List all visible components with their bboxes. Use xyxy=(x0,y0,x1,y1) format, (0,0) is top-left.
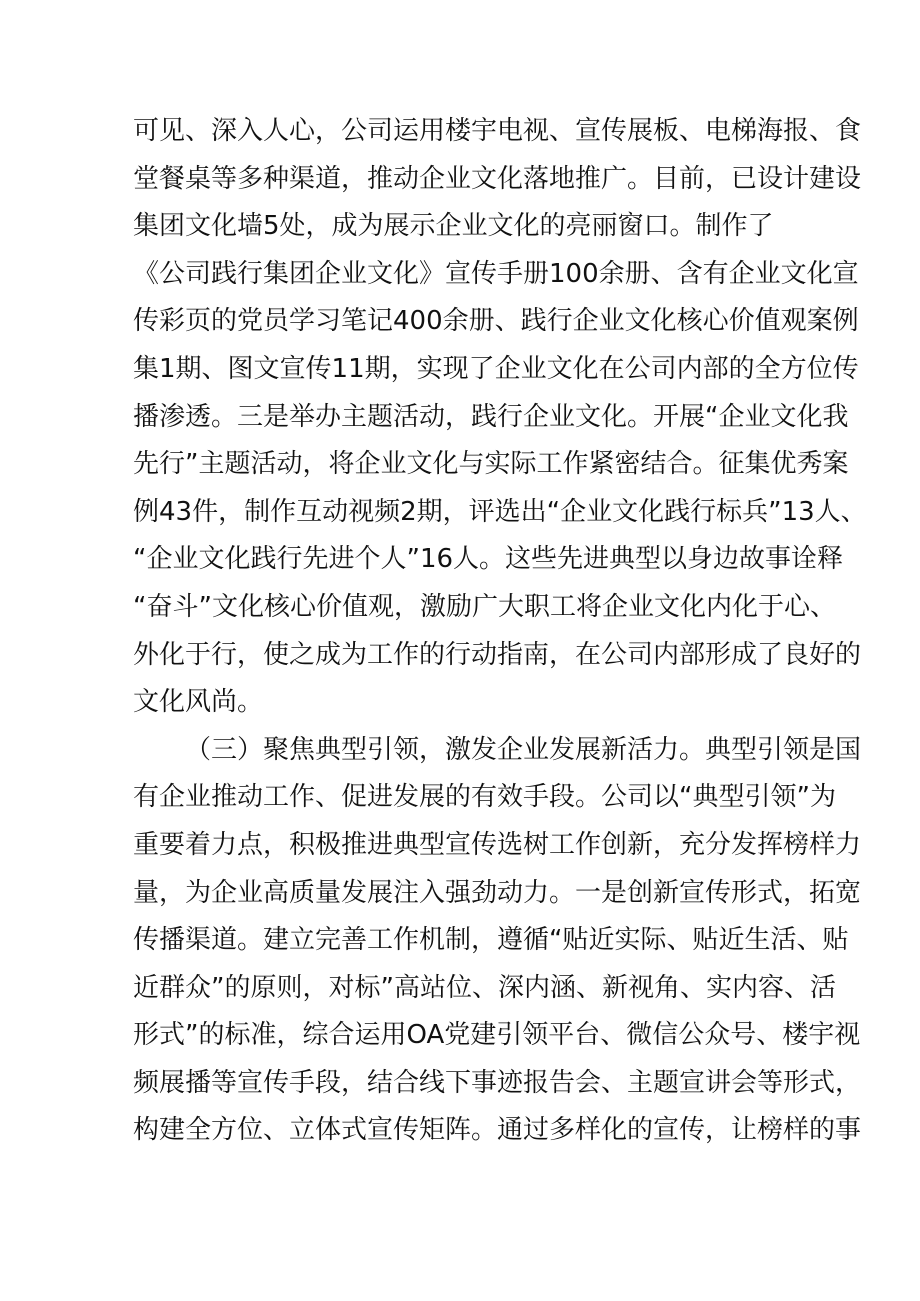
section-heading-line: （三）聚焦典型引领，激发企业发展新活力。典型引领是国 xyxy=(185,734,862,765)
text-line: 构建全方位、立体式宣传矩阵。通过多样化的宣传，让榜样的事 xyxy=(133,1115,862,1146)
text-line: 播渗透。三是举办主题活动，践行企业文化。开展“企业文化我 xyxy=(133,401,849,432)
text-line: 传彩页的党员学习笔记400余册、践行企业文化核心价值观案例 xyxy=(133,306,859,337)
text-line: 重要着力点，积极推进典型宣传选树工作创新，充分发挥榜样力 xyxy=(133,829,862,860)
text-line: 可见、深入人心，公司运用楼宇电视、宣传展板、电梯海报、食 xyxy=(133,116,862,146)
text-line: 频展播等宣传手段，结合线下事迹报告会、主题宣讲会等形式， xyxy=(133,1067,862,1098)
text-line: 例43件，制作互动视频2期，评选出“企业文化践行标兵”13人、 xyxy=(133,496,867,527)
text-line: 集团文化墙5处，成为展示企业文化的亮丽窗口。制作了 xyxy=(133,211,774,242)
text-line: 近群众”的原则，对标”高站位、深内涵、新视角、实内容、活 xyxy=(133,972,836,1003)
text-line: 传播渠道。建立完善工作机制，遵循“贴近实际、贴近生活、贴 xyxy=(133,925,849,956)
text-line: 形式”的标准，综合运用OA党建引领平台、微信公众号、楼宇视 xyxy=(133,1020,861,1051)
text-line: 集1期、图文宣传11期，实现了企业文化在公司内部的全方位传 xyxy=(133,353,859,384)
text-line: 《公司践行集团企业文化》宣传手册100余册、含有企业文化宣 xyxy=(133,258,859,289)
text-line: 先行”主题活动，将企业文化与实际工作紧密结合。征集优秀案 xyxy=(133,449,849,480)
text-line: 量，为企业高质量发展注入强劲动力。一是创新宣传形式，拓宽 xyxy=(133,877,862,908)
text-line: “企业文化践行先进个人”16人。这些先进典型以身边故事诠释 xyxy=(133,544,844,575)
text-line: 有企业推动工作、促进发展的有效手段。公司以“典型引领”为 xyxy=(133,782,836,813)
body-text xyxy=(133,108,867,1155)
text-line: “奋斗”文化核心价值观，激励广大职工将企业文化内化于心、 xyxy=(133,591,836,622)
text-line: 外化于行，使之成为工作的行动指南，在公司内部形成了良好的 xyxy=(133,639,862,670)
text-line: 堂餐桌等多种渠道，推动企业文化落地推广。目前，已设计建设 xyxy=(133,163,862,194)
text-line: 文化风尚。 xyxy=(133,687,264,718)
